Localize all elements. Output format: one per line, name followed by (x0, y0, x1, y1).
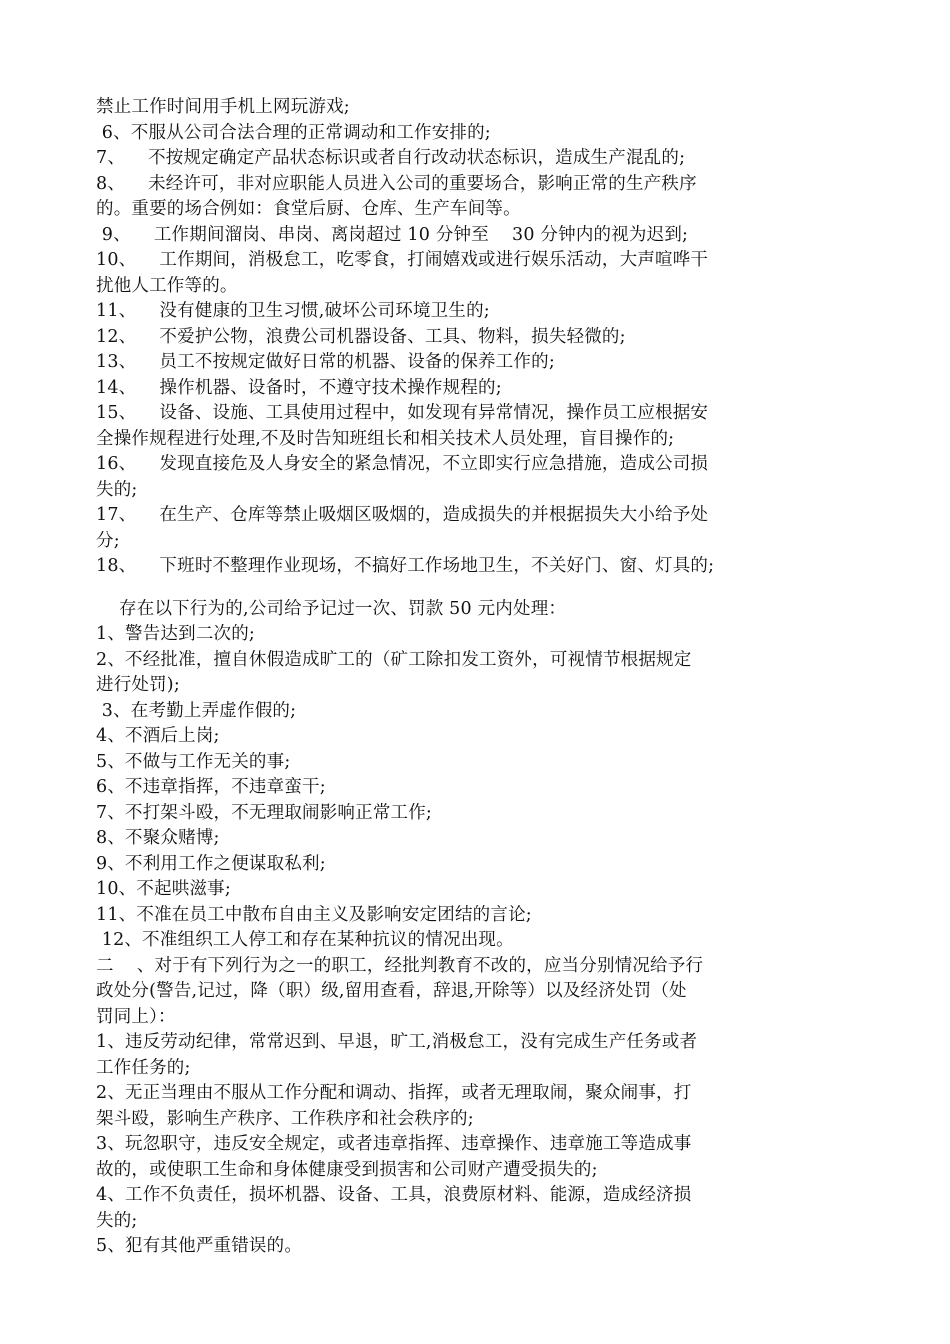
text-line: 4、不酒后上岗; (96, 726, 220, 746)
text-line: 故的，或使职工生命和身体健康受到损害和公司财产遭受损失的; (96, 1159, 598, 1180)
text-line: 7、不打架斗殴，不无理取闹影响正常工作; (96, 802, 433, 823)
text-line: 二 、对于有下列行为之一的职工，经批判教育不改的，应当分别情况给予行 (96, 955, 704, 976)
text-line: 12、不准组织工人停工和存在某种抗议的情况出现。 (96, 930, 514, 950)
text-line: 6、不违章指挥，不违章蛮干; (96, 777, 326, 797)
text-line: 12、 不爱护公物，浪费公司机器设备、工具、物料，损失轻微的; (96, 326, 626, 347)
text-line: 3、在考勤上弄虚作假的; (96, 700, 297, 721)
text-line: 1、违反劳动纪律，常常迟到、早退，旷工,消极怠工，没有完成生产任务或者 (96, 1032, 698, 1052)
text-line: 全操作规程进行处理,不及时告知班组长和相关技术人员处理，盲目操作的; (96, 428, 675, 449)
text-line: 工作任务的; (96, 1057, 191, 1078)
text-line: 存在以下行为的,公司给予记过一次、罚款 50 元内处理： (96, 598, 567, 619)
text-line: 16、 发现直接危及人身安全的紧急情况，不立即实行应急措施，造成公司损 (96, 454, 709, 474)
text-line: 10、 工作期间，消极怠工，吃零食，打闹嬉戏或进行娱乐活动，大声喧哗干 (96, 250, 709, 270)
text-line: 8、 未经许可，非对应职能人员进入公司的重要场合，影响正常的生产秩序 (96, 173, 697, 194)
text-line: 2、无正当理由不服从工作分配和调动、指挥，或者无理取闹，聚众闹事，打 (96, 1083, 692, 1103)
text-line: 17、 在生产、仓库等禁止吸烟区吸烟的，造成损失的并根据损失大小给予处 (96, 505, 709, 525)
text-line: 13、 员工不按规定做好日常的机器、设备的保养工作的; (96, 352, 555, 372)
text-line: 罚同上）： (96, 1006, 176, 1027)
text-line: 5、犯有其他严重错误的。 (96, 1236, 303, 1256)
text-line: 11、 没有健康的卫生习惯,破坏公司环境卫生的; (96, 301, 490, 321)
text-line: 2、不经批准，擅自休假造成旷工的（矿工除扣发工资外，可视情节根据规定 (96, 649, 692, 670)
text-line: 分; (96, 530, 120, 551)
text-line: 的。重要的场合例如：食堂后厨、仓库、生产车间等。 (96, 199, 521, 219)
rules-section-part1 (96, 95, 866, 580)
text-line: 1、警告达到二次的; (96, 624, 256, 644)
text-line: 14、 操作机器、设备时，不遵守技术操作规程的; (96, 377, 502, 398)
document-body (96, 95, 866, 1260)
text-line: 7、 不按规定确定产品状态标识或者自行改动状态标识，造成生产混乱的; (96, 148, 686, 168)
text-line: 架斗殴，影响生产秩序、工作秩序和社会秩序的; (96, 1108, 474, 1129)
text-line: 9、 工作期间溜岗、串岗、离岗超过 10 分钟至 30 分钟内的视为迟到; (96, 224, 689, 245)
text-line: 扰他人工作等的。 (96, 275, 238, 296)
text-line: 政处分(警告,记过，降（职）级,留用查看，辞退,开除等）以及经济处罚（处 (96, 981, 687, 1001)
rules-section-part2 (96, 597, 866, 1260)
text-line: 失的; (96, 1210, 138, 1231)
text-line: 15、 设备、设施、工具使用过程中，如发现有异常情况，操作员工应根据安 (96, 403, 709, 423)
text-line: 8、不聚众赌博; (96, 828, 220, 848)
text-line: 10、不起哄滋事; (96, 879, 231, 899)
text-line: 5、不做与工作无关的事; (96, 751, 291, 772)
text-line: 9、不利用工作之便谋取私利; (96, 853, 326, 874)
paragraph-gap (96, 580, 866, 597)
text-line: 18、 下班时不整理作业现场，不搞好工作场地卫生，不关好门、窗、灯具的; (96, 556, 715, 576)
text-line: 3、玩忽职守，违反安全规定，或者违章指挥、违章操作、违章施工等造成事 (96, 1134, 692, 1154)
text-line: 6、不服从公司合法合理的正常调动和工作安排的; (96, 122, 491, 143)
text-line: 4、工作不负责任，损坏机器、设备、工具，浪费原材料、能源，造成经济损 (96, 1185, 692, 1205)
text-line: 11、不准在员工中散布自由主义及影响安定团结的言论; (96, 904, 532, 925)
text-line: 禁止工作时间用手机上网玩游戏; (96, 97, 350, 117)
text-line: 进行处罚); (96, 675, 180, 695)
text-line: 失的; (96, 479, 138, 500)
